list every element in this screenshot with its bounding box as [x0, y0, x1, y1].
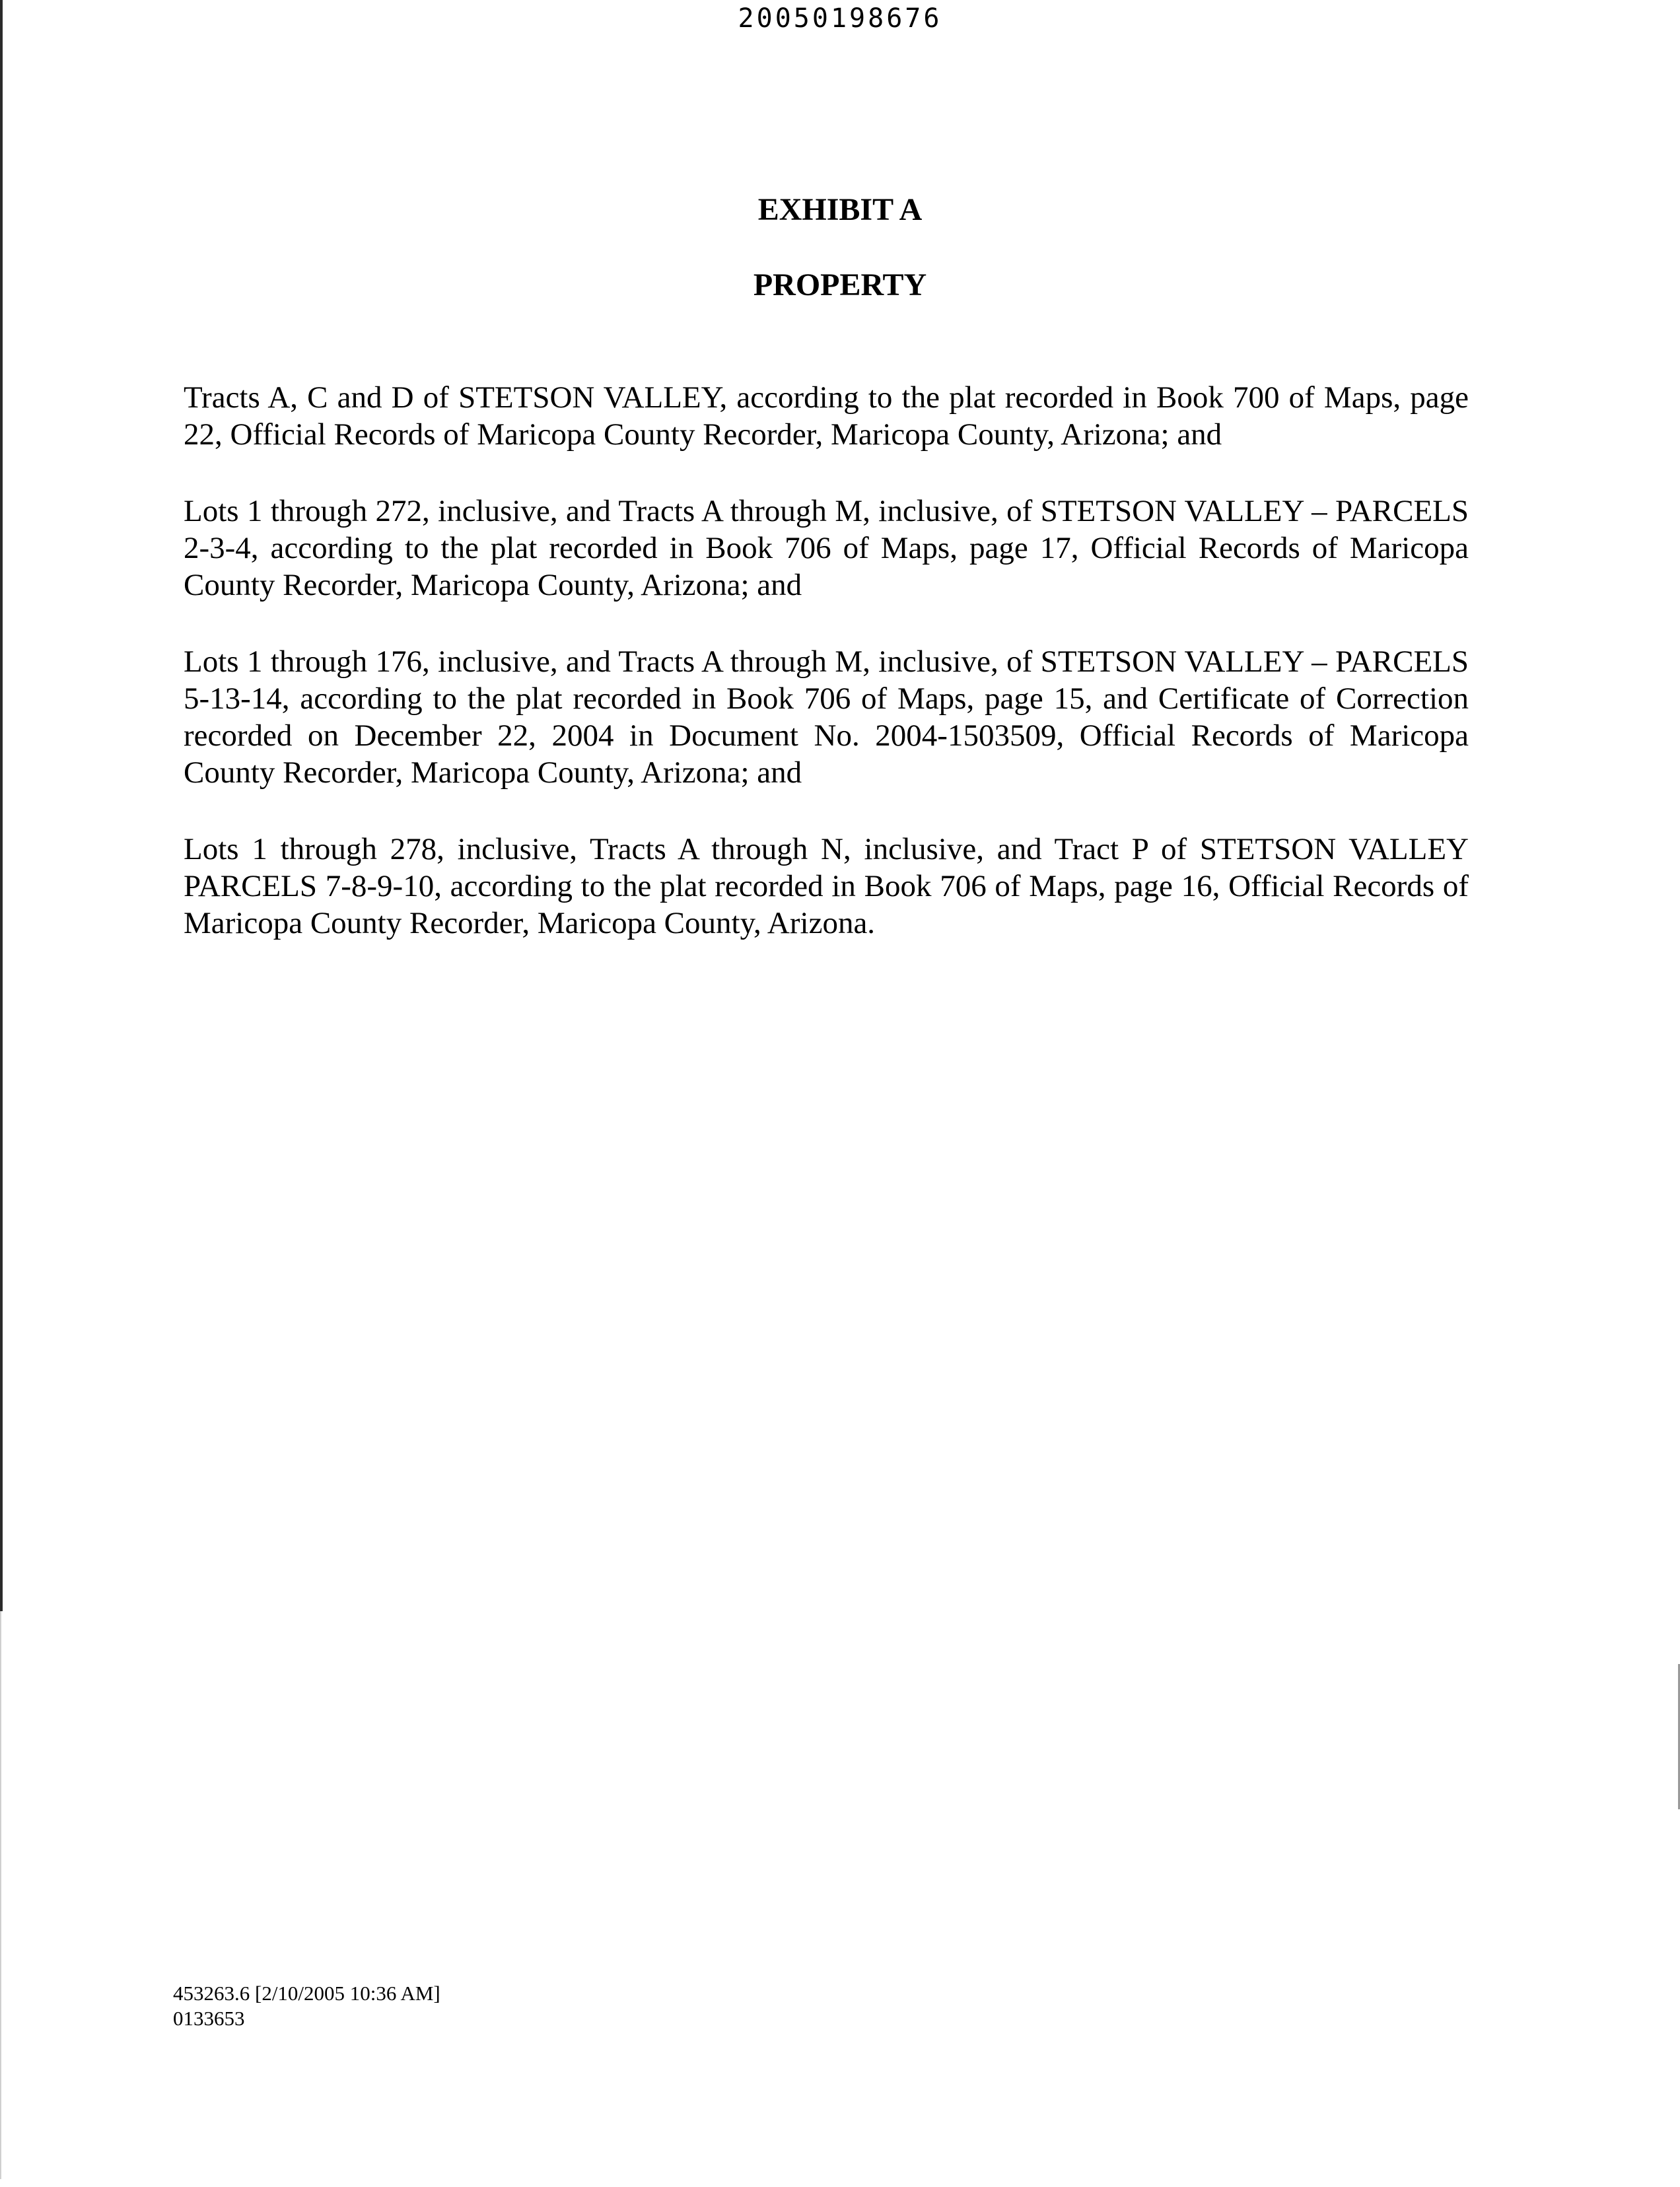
document-footer	[173, 1981, 440, 2031]
scan-left-edge	[0, 0, 3, 1611]
footer-matter-number: 0133653	[173, 2007, 245, 2030]
paragraph-parcels-7-8-9-10: Lots 1 through 278, inclusive, Tracts A through N, inclusive, and Tract P of STETSON VALLEY PARCELS 7-8-9-10, according to the plat recorded in Book 706 of Maps, page 16, Official Records of Maricopa County Recorder, Maricopa County, Arizona.	[184, 832, 1469, 940]
footer-doc-ref: 453263.6 [2/10/2005 10:36 AM]	[173, 1982, 440, 2005]
scan-left-edge-lower	[0, 1611, 1, 2179]
paragraph-parcels-2-3-4: Lots 1 through 272, inclusive, and Tracts A through M, inclusive, of STETSON VALLEY – PARCELS 2-3-4, according to the plat recorded in Book 706 of Maps, page 17, Official Records of Maricopa County Recorder, Maricopa County, Arizona; and	[184, 494, 1469, 602]
property-description	[184, 379, 1469, 981]
recording-number: 20050198676	[738, 3, 942, 34]
property-heading: PROPERTY	[753, 267, 927, 302]
paragraph-tracts-acd: Tracts A, C and D of STETSON VALLEY, according to the plat recorded in Book 700 of Maps, page 22, Official Records of Maricopa County Recorder, Maricopa County, Arizona; and	[184, 380, 1469, 452]
exhibit-title: EXHIBIT A	[757, 192, 923, 227]
paragraph-parcels-5-13-14: Lots 1 through 176, inclusive, and Tracts A through M, inclusive, of STETSON VALLEY – PARCELS 5-13-14, according to the plat recorded in Book 706 of Maps, page 15, and Certificate of Correction recorded on December 22, 2004 in Document No. 2004-1503509, Official Records of Maricopa County Recorder, Maricopa County, Arizona; and	[184, 644, 1469, 790]
